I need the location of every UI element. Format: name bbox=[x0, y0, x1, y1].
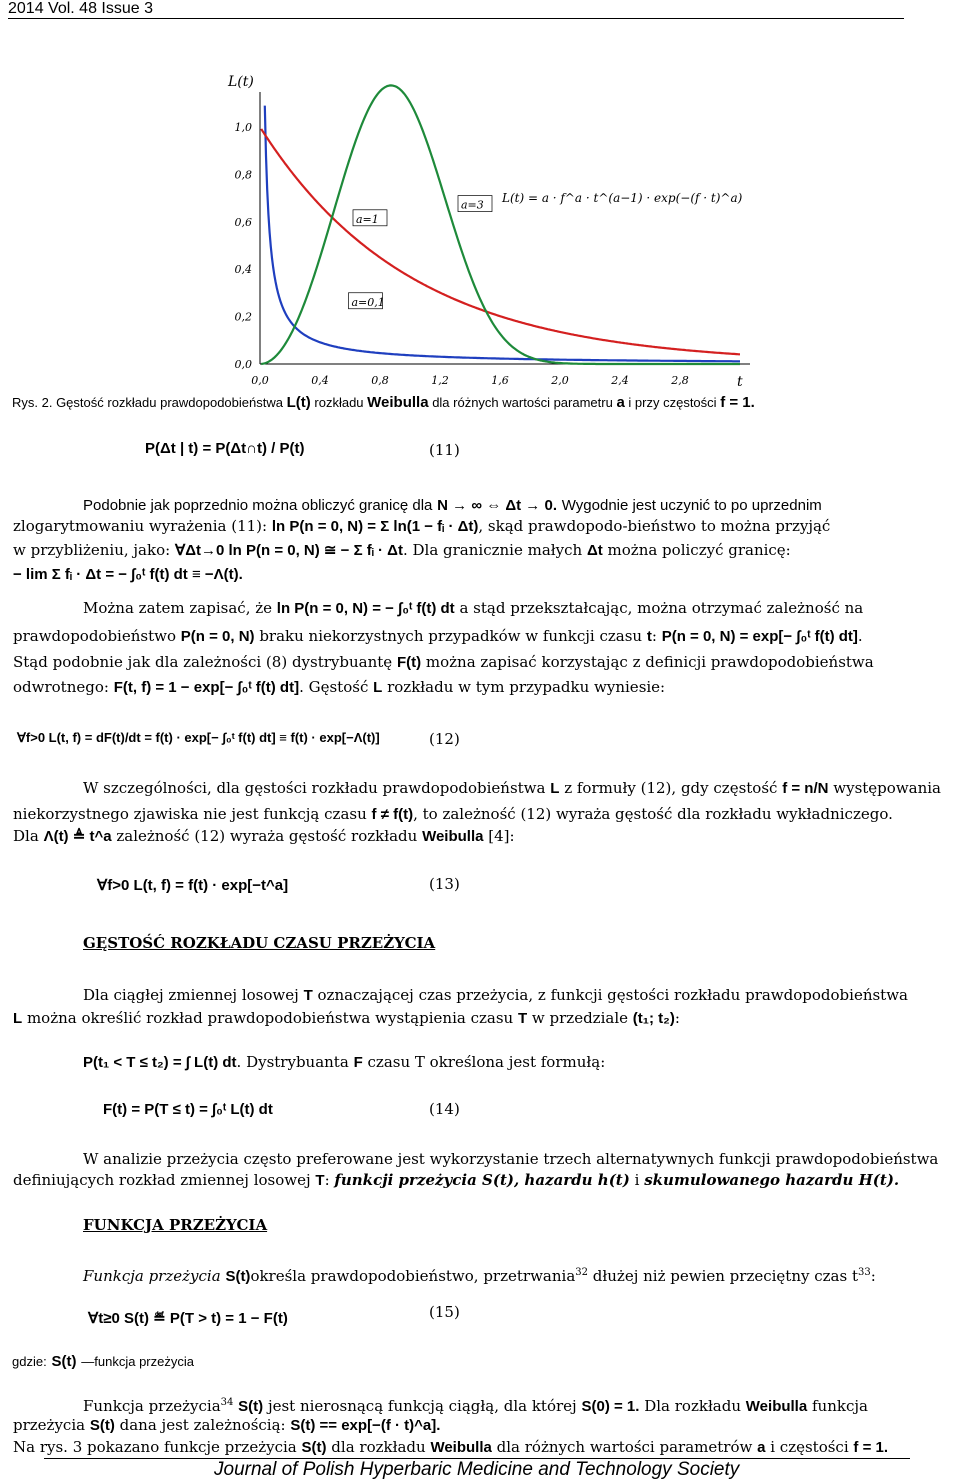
math: a bbox=[757, 1439, 766, 1456]
series-label: a=0,1 bbox=[351, 295, 385, 309]
x-tick-label: 2,0 bbox=[551, 374, 569, 387]
math: P(t₁ < T ≤ t₂) = ∫ L(t) dt bbox=[83, 1054, 237, 1071]
text: Dla ciągłej zmiennej losowej bbox=[83, 986, 299, 1004]
text: można policzyć granicę: bbox=[607, 541, 791, 559]
text: czasu T określona jest formułą: bbox=[367, 1053, 606, 1071]
series-line-a-0-1 bbox=[265, 106, 740, 362]
text: jest nierosnącą funkcją ciągłą, dla której bbox=[267, 1397, 577, 1415]
text: prawdopodobieństwo bbox=[13, 627, 176, 645]
text: dana jest zależnością: bbox=[119, 1416, 286, 1434]
chart-formula: L(t) = a · f^a · t^(a−1) · exp(−(f · t)^a) bbox=[502, 191, 743, 205]
text: zależność (12) wyraża gęstość rozkładu bbox=[116, 827, 418, 845]
section-heading-survival-density: GĘSTOŚĆ ROZKŁADU CZASU PRZEŻYCIA bbox=[83, 934, 436, 952]
x-tick-label: 2,4 bbox=[611, 374, 629, 387]
paragraph-limit-line3 bbox=[13, 540, 957, 561]
equation-14: F(t) = P(T ≤ t) = ∫₀ᵗ L(t) dt bbox=[103, 1101, 273, 1118]
math: ln P(n = 0, N) = − ∫₀ᵗ f(t) dt bbox=[276, 600, 455, 617]
paragraph-survival-properties bbox=[83, 1392, 957, 1417]
y-tick-label: 1,0 bbox=[234, 121, 252, 134]
math: Weibulla bbox=[745, 1398, 808, 1415]
equation-number-15: (15) bbox=[429, 1303, 460, 1321]
text: oznaczającej czas przeżycia, z funkcji gęstości rozkładu prawdopodobieństwa bbox=[317, 986, 908, 1004]
math: t bbox=[646, 628, 652, 645]
caption-text: i przy częstości bbox=[628, 395, 717, 410]
text: definiujących rozkład zmiennej losowej bbox=[13, 1171, 311, 1189]
equation-number-12: (12) bbox=[429, 730, 460, 748]
text: Stąd podobnie jak dla zależności (8) dystrybuantę bbox=[13, 653, 393, 671]
text: w przedziale bbox=[531, 1009, 629, 1027]
text: przeżycia bbox=[13, 1416, 86, 1434]
text: Można zatem zapisać, że bbox=[83, 599, 273, 617]
text: , to zależność (12) wyraża gęstość dla rozkładu wykładniczego. bbox=[413, 805, 893, 823]
math: S(t) bbox=[89, 1417, 115, 1434]
equation-11: P(Δt | t) = P(Δt∩t) / P(t) bbox=[145, 440, 305, 457]
paragraph-probability-line4 bbox=[13, 677, 957, 698]
paragraph-figure-3-reference bbox=[13, 1437, 957, 1458]
math: S(t) bbox=[51, 1353, 77, 1370]
paragraph-survival-time-line2 bbox=[13, 1008, 957, 1029]
math: F(t, f) = 1 − exp[− ∫₀ᵗ f(t) dt] bbox=[113, 679, 300, 696]
footnote-mark: 34 bbox=[220, 1397, 234, 1408]
y-tick-label: 0,2 bbox=[234, 310, 252, 324]
text: można określić rozkład prawdopodobieństwa wystąpienia czasu bbox=[26, 1009, 514, 1027]
equation-15: ∀t≥0 S(t) ≝ P(T > t) = 1 − F(t) bbox=[88, 1310, 288, 1327]
text: W analizie przeżycia często preferowane jest wykorzystanie trzech alternatywnych funkcji prawdopodobieństwa bbox=[83, 1150, 939, 1168]
text: występowania bbox=[833, 779, 941, 797]
x-tick-label: 0,4 bbox=[311, 374, 329, 387]
y-tick-label: 0,0 bbox=[234, 358, 252, 371]
text: Dla bbox=[13, 827, 39, 845]
math: S(t) bbox=[225, 1268, 251, 1285]
equation-12: ∀f>0 L(t, f) = dF(t)/dt = f(t) · exp[− ∫₀ᵗ f(t) dt] ≡ f(t) · exp[−Λ(t)] bbox=[17, 730, 380, 745]
x-tick-label: 0,8 bbox=[371, 374, 389, 387]
x-axis-label: t bbox=[737, 374, 743, 390]
text: dla różnych wartości parametrów bbox=[496, 1438, 753, 1456]
math: L bbox=[550, 780, 560, 797]
caption-math: L(t) bbox=[286, 394, 311, 411]
text: dla rozkładu bbox=[331, 1438, 426, 1456]
text: dłużej niż pewien przeciętny czas t bbox=[592, 1267, 858, 1285]
text: W szczególności, dla gęstości rozkładu prawdopodobieństwa bbox=[83, 779, 546, 797]
x-tick-label: 1,6 bbox=[491, 374, 509, 387]
text: : bbox=[870, 1267, 876, 1285]
text: Na rys. 3 pokazano funkcje przeżycia bbox=[13, 1438, 297, 1456]
math: P(n = 0, N) bbox=[180, 628, 255, 645]
running-header: 2014 Vol. 48 Issue 3 bbox=[8, 0, 153, 17]
paragraph-probability-line3 bbox=[13, 652, 957, 673]
math: ∀Δt→0 ln P(n = 0, N) ≅ − Σ fᵢ · Δt bbox=[174, 542, 403, 559]
paragraph-special-case-line3 bbox=[13, 826, 957, 847]
header-rule bbox=[8, 18, 904, 19]
section-heading-survival-function: FUNKCJA PRZEŻYCIA bbox=[83, 1216, 268, 1234]
math-limit: − lim Σ fᵢ · Δt = − ∫₀ᵗ f(t) dt ≡ −Λ(t). bbox=[13, 566, 243, 583]
paragraph-probability bbox=[83, 598, 957, 619]
legend-where bbox=[12, 1352, 194, 1370]
math: ln P(n = 0, N) = Σ ln(1 − fᵢ · Δt) bbox=[271, 518, 479, 535]
text: . bbox=[857, 627, 863, 645]
paragraph-survival-definition bbox=[83, 1262, 957, 1287]
equation-number-11: (11) bbox=[429, 441, 460, 459]
math: F bbox=[353, 1054, 363, 1071]
y-tick-label: 0,6 bbox=[234, 215, 252, 229]
math: T bbox=[517, 1010, 528, 1027]
math: S(t) bbox=[238, 1398, 264, 1415]
equation-number-14: (14) bbox=[429, 1100, 460, 1118]
math: f = 1. bbox=[853, 1439, 889, 1456]
text: , skąd prawdopodo-bieństwo to można przyjąć bbox=[478, 517, 831, 535]
math: T bbox=[315, 1172, 325, 1189]
paragraph-special-case-line2 bbox=[13, 804, 957, 825]
text: : bbox=[324, 1171, 330, 1189]
math: S(0) = 1. bbox=[581, 1398, 640, 1415]
paragraph-special-case bbox=[83, 778, 957, 799]
text: niekorzystnego zjawiska nie jest funkcją czasu bbox=[13, 805, 367, 823]
caption-math: f = 1. bbox=[720, 394, 755, 411]
equation-number-13: (13) bbox=[429, 875, 460, 893]
text: rozkładu w tym przypadku wyniesie: bbox=[387, 678, 666, 696]
math: L bbox=[373, 679, 383, 696]
series-label: a=1 bbox=[356, 212, 379, 226]
caption-text: rozkładu bbox=[314, 395, 364, 410]
math: L bbox=[13, 1010, 23, 1027]
text: określa prawdopodobieństwo, przetrwania bbox=[250, 1267, 576, 1285]
x-tick-label: 2,8 bbox=[671, 374, 689, 387]
text: i bbox=[634, 1171, 640, 1189]
paragraph-alternatives-line2 bbox=[13, 1170, 957, 1191]
math: T bbox=[303, 987, 313, 1004]
text: braku niekorzystnych przypadków w funkcji czasu bbox=[259, 627, 643, 645]
math: f ≠ f(t) bbox=[371, 806, 414, 823]
paragraph-survival-time bbox=[83, 985, 957, 1006]
paragraph-limit-intro bbox=[83, 495, 957, 516]
text: . Gęstość bbox=[299, 678, 369, 696]
caption-math: Weibulla bbox=[367, 394, 429, 411]
figure-caption bbox=[12, 394, 755, 411]
math: (t₁; t₂) bbox=[632, 1010, 675, 1027]
text: Funkcja przeżycia bbox=[83, 1397, 221, 1415]
math: funkcji przeżycia S(t), hazardu h(t) bbox=[334, 1171, 630, 1189]
text: Podobnie jak poprzednio można obliczyć granicę dla bbox=[83, 497, 433, 514]
math: Λ(t) ≜ t^a bbox=[43, 828, 112, 845]
math: Δt bbox=[586, 542, 603, 559]
text: . Dystrybuanta bbox=[236, 1053, 349, 1071]
chart-labels bbox=[349, 196, 493, 309]
caption-text: dla różnych wartości parametru bbox=[432, 395, 613, 410]
weibull-density-chart bbox=[200, 62, 780, 392]
x-tick-label: 1,2 bbox=[431, 374, 449, 387]
text: Dla rozkładu bbox=[644, 1397, 742, 1415]
text: Funkcja przeżycia bbox=[83, 1267, 221, 1285]
caption-math: a bbox=[616, 394, 625, 411]
text: . Dla granicznie małych bbox=[402, 541, 583, 559]
math: Weibulla bbox=[430, 1439, 492, 1456]
text: Wygodnie jest uczynić to po uprzednim bbox=[561, 497, 822, 514]
footer-journal: Journal of Polish Hyperbaric Medicine and Technology Society bbox=[214, 1459, 740, 1480]
y-tick-label: 0,8 bbox=[234, 168, 252, 182]
math: Weibulla bbox=[422, 828, 484, 845]
text: odwrotnego: bbox=[13, 678, 109, 696]
math: P(n = 0, N) = exp[− ∫₀ᵗ f(t) dt] bbox=[661, 628, 858, 645]
series-line-a-3 bbox=[261, 85, 740, 364]
math: f = n/N bbox=[782, 780, 829, 797]
caption-prefix: Rys. 2. Gęstość rozkładu prawdopodobieństwa bbox=[12, 395, 283, 410]
footnote-mark: 32 bbox=[575, 1267, 589, 1278]
paragraph-cdf bbox=[83, 1052, 957, 1073]
series-label: a=3 bbox=[461, 198, 484, 212]
math: N → ∞ ⇔ Δt → 0. bbox=[437, 497, 557, 514]
paragraph-limit-line2 bbox=[13, 516, 957, 537]
y-tick-label: 0,4 bbox=[234, 263, 252, 277]
text: z formuły (12), gdy częstość bbox=[564, 779, 778, 797]
paragraph-probability-line2 bbox=[13, 626, 957, 647]
x-tick-label: 0,0 bbox=[251, 374, 269, 387]
math: F(t) bbox=[396, 654, 422, 671]
math: S(t) bbox=[301, 1439, 327, 1456]
text: zlogarytmowaniu wyrażenia (11): bbox=[13, 517, 268, 535]
equation-13: ∀f>0 L(t, f) = f(t) · exp[−t^a] bbox=[97, 877, 289, 894]
text: gdzie: bbox=[12, 1354, 47, 1369]
paragraph-survival-properties-line2 bbox=[13, 1415, 957, 1436]
chart-lines bbox=[261, 85, 740, 364]
text: : bbox=[651, 627, 657, 645]
math: S(t) == exp[−(f · t)^a]. bbox=[290, 1417, 441, 1434]
footnote-mark: 33 bbox=[857, 1267, 871, 1278]
y-axis-label: L(t) bbox=[228, 74, 254, 90]
text: —funkcja przeżycia bbox=[81, 1354, 194, 1369]
text: : bbox=[674, 1009, 680, 1027]
text: [4]: bbox=[488, 827, 515, 845]
text: a stąd przekształcając, można otrzymać zależność na bbox=[459, 599, 864, 617]
text: funkcja bbox=[811, 1397, 868, 1415]
text: można zapisać korzystając z definicji prawdopodobieństwa bbox=[425, 653, 874, 671]
chart-axes bbox=[260, 92, 750, 364]
series-line-a-1 bbox=[261, 129, 740, 354]
paragraph-alternatives bbox=[83, 1149, 957, 1170]
math: skumulowanego hazardu H(t). bbox=[644, 1171, 900, 1189]
text: i częstości bbox=[770, 1438, 849, 1456]
text: w przybliżeniu, jako: bbox=[13, 541, 171, 559]
